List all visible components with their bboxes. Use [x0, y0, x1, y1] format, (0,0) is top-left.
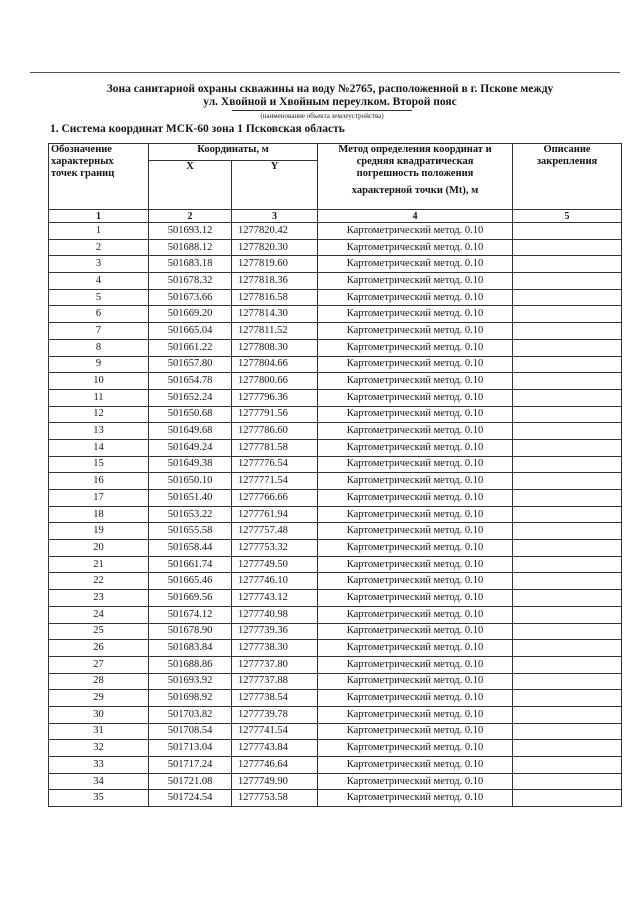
method-cell: Картометрический метод. 0.10 [318, 256, 513, 273]
coord-x: 501661.74 [149, 556, 232, 573]
coord-x: 501703.82 [149, 706, 232, 723]
method-cell: Картометрический метод. 0.10 [318, 673, 513, 690]
method-cell: Картометрический метод. 0.10 [318, 389, 513, 406]
coord-x: 501657.80 [149, 356, 232, 373]
column-numbers-row [49, 210, 622, 223]
table-row [49, 323, 622, 340]
method-cell: Картометрический метод. 0.10 [318, 656, 513, 673]
coord-y: 1277808.30 [232, 339, 318, 356]
coord-y: 1277743.84 [232, 740, 318, 757]
point-number: 9 [49, 356, 149, 373]
coord-x: 501665.04 [149, 323, 232, 340]
description-cell [513, 490, 622, 507]
table-row [49, 773, 622, 790]
coord-y: 1277804.66 [232, 356, 318, 373]
point-number: 29 [49, 690, 149, 707]
point-number: 34 [49, 773, 149, 790]
coord-y: 1277800.66 [232, 373, 318, 390]
header-text: характерных [51, 156, 114, 167]
table-row [49, 490, 622, 507]
point-number: 27 [49, 656, 149, 673]
point-number: 7 [49, 323, 149, 340]
description-cell [513, 339, 622, 356]
coord-x: 501698.92 [149, 690, 232, 707]
coord-x: 501688.12 [149, 239, 232, 256]
coord-x: 501650.68 [149, 406, 232, 423]
coord-y: 1277816.58 [232, 289, 318, 306]
table-row [49, 556, 622, 573]
coord-y: 1277753.32 [232, 540, 318, 557]
coord-x: 501652.24 [149, 389, 232, 406]
header-text: характерной точки (Mt), м [351, 185, 479, 196]
coord-x: 501649.38 [149, 456, 232, 473]
method-cell: Картометрический метод. 0.10 [318, 323, 513, 340]
method-cell: Картометрический метод. 0.10 [318, 339, 513, 356]
method-cell: Картометрический метод. 0.10 [318, 606, 513, 623]
point-number: 1 [49, 223, 149, 240]
point-number: 8 [49, 339, 149, 356]
point-number: 28 [49, 673, 149, 690]
table-row [49, 273, 622, 290]
method-cell: Картометрический метод. 0.10 [318, 306, 513, 323]
coord-y: 1277786.60 [232, 423, 318, 440]
table-body [49, 223, 622, 807]
coord-x: 501658.44 [149, 540, 232, 557]
method-cell: Картометрический метод. 0.10 [318, 640, 513, 657]
description-cell [513, 790, 622, 807]
description-cell [513, 540, 622, 557]
coord-x: 501654.78 [149, 373, 232, 390]
method-cell: Картометрический метод. 0.10 [318, 590, 513, 607]
method-cell: Картометрический метод. 0.10 [318, 223, 513, 240]
coord-x: 501678.32 [149, 273, 232, 290]
point-number: 25 [49, 623, 149, 640]
point-number: 15 [49, 456, 149, 473]
column-number: 4 [318, 210, 513, 223]
coord-x: 501708.54 [149, 723, 232, 740]
header-row [49, 144, 622, 161]
table-row [49, 506, 622, 523]
header-text: средняя квадратическая [356, 156, 474, 167]
coord-x: 501655.58 [149, 523, 232, 540]
point-number: 18 [49, 506, 149, 523]
description-cell [513, 573, 622, 590]
method-cell: Картометрический метод. 0.10 [318, 773, 513, 790]
coord-x: 501683.84 [149, 640, 232, 657]
method-cell: Картометрический метод. 0.10 [318, 373, 513, 390]
description-cell [513, 523, 622, 540]
table-row [49, 623, 622, 640]
description-cell [513, 223, 622, 240]
point-number: 6 [49, 306, 149, 323]
table-row [49, 339, 622, 356]
point-number: 3 [49, 256, 149, 273]
table-row [49, 690, 622, 707]
description-cell [513, 723, 622, 740]
coord-x: 501683.18 [149, 256, 232, 273]
table-row [49, 256, 622, 273]
description-cell [513, 306, 622, 323]
method-cell: Картометрический метод. 0.10 [318, 556, 513, 573]
coord-y: 1277776.54 [232, 456, 318, 473]
header-method [318, 144, 513, 210]
method-cell: Картометрический метод. 0.10 [318, 506, 513, 523]
description-cell [513, 656, 622, 673]
coord-x: 501653.22 [149, 506, 232, 523]
description-cell [513, 273, 622, 290]
method-cell: Картометрический метод. 0.10 [318, 540, 513, 557]
coord-y: 1277746.10 [232, 573, 318, 590]
table-row [49, 590, 622, 607]
point-number: 2 [49, 239, 149, 256]
header-point-designation [49, 144, 149, 210]
method-cell: Картометрический метод. 0.10 [318, 573, 513, 590]
point-number: 17 [49, 490, 149, 507]
method-cell: Картометрический метод. 0.10 [318, 439, 513, 456]
coord-y: 1277739.36 [232, 623, 318, 640]
coord-y: 1277738.54 [232, 690, 318, 707]
method-cell: Картометрический метод. 0.10 [318, 757, 513, 774]
point-number: 22 [49, 573, 149, 590]
section-heading: 1. Система координат МСК-60 зона 1 Псковская область [50, 123, 345, 135]
description-cell [513, 606, 622, 623]
coord-y: 1277811.52 [232, 323, 318, 340]
method-cell: Картометрический метод. 0.10 [318, 706, 513, 723]
description-cell [513, 773, 622, 790]
title-line-2: ул. Хвойной и Хвойным переулком. Второй пояс [203, 96, 457, 108]
coord-x: 501665.46 [149, 573, 232, 590]
method-cell: Картометрический метод. 0.10 [318, 740, 513, 757]
coord-x: 501669.20 [149, 306, 232, 323]
description-cell [513, 356, 622, 373]
method-cell: Картометрический метод. 0.10 [318, 690, 513, 707]
coord-x: 501713.04 [149, 740, 232, 757]
table-row [49, 573, 622, 590]
method-cell: Картометрический метод. 0.10 [318, 239, 513, 256]
table-row [49, 439, 622, 456]
coord-y: 1277753.58 [232, 790, 318, 807]
coord-y: 1277738.30 [232, 640, 318, 657]
description-cell [513, 289, 622, 306]
coord-y: 1277819.60 [232, 256, 318, 273]
description-cell [513, 389, 622, 406]
table-row [49, 289, 622, 306]
column-number: 2 [149, 210, 232, 223]
description-cell [513, 239, 622, 256]
table-row [49, 723, 622, 740]
title-line-1: Зона санитарной охраны скважины на воду №2765, расположенной в г. Пскове между [106, 83, 554, 95]
description-cell [513, 439, 622, 456]
coord-x: 501688.86 [149, 656, 232, 673]
point-number: 12 [49, 406, 149, 423]
coord-y: 1277737.88 [232, 673, 318, 690]
point-number: 5 [49, 289, 149, 306]
coord-y: 1277766.66 [232, 490, 318, 507]
description-cell [513, 590, 622, 607]
table-row [49, 356, 622, 373]
table-row [49, 406, 622, 423]
description-cell [513, 556, 622, 573]
coord-y: 1277749.50 [232, 556, 318, 573]
table-row [49, 656, 622, 673]
coord-x: 501669.56 [149, 590, 232, 607]
method-cell: Картометрический метод. 0.10 [318, 289, 513, 306]
point-number: 24 [49, 606, 149, 623]
coord-x: 501649.24 [149, 439, 232, 456]
column-number: 3 [232, 210, 318, 223]
coord-y: 1277741.54 [232, 723, 318, 740]
point-number: 16 [49, 473, 149, 490]
coord-x: 501649.68 [149, 423, 232, 440]
method-cell: Картометрический метод. 0.10 [318, 790, 513, 807]
coord-y: 1277814.30 [232, 306, 318, 323]
description-cell [513, 673, 622, 690]
coord-x: 501693.12 [149, 223, 232, 240]
description-cell [513, 757, 622, 774]
method-cell: Картометрический метод. 0.10 [318, 273, 513, 290]
header-description [513, 144, 622, 210]
point-number: 14 [49, 439, 149, 456]
header-y: Y [232, 161, 318, 210]
method-cell: Картометрический метод. 0.10 [318, 523, 513, 540]
table-row [49, 706, 622, 723]
column-number: 1 [49, 210, 149, 223]
point-number: 11 [49, 389, 149, 406]
description-cell [513, 423, 622, 440]
coord-y: 1277771.54 [232, 473, 318, 490]
description-cell [513, 640, 622, 657]
column-number: 5 [513, 210, 622, 223]
coord-y: 1277749.90 [232, 773, 318, 790]
method-cell: Картометрический метод. 0.10 [318, 723, 513, 740]
top-rule [30, 72, 620, 73]
coord-x: 501678.90 [149, 623, 232, 640]
method-cell: Картометрический метод. 0.10 [318, 490, 513, 507]
point-number: 32 [49, 740, 149, 757]
table-row [49, 740, 622, 757]
coord-y: 1277757.48 [232, 523, 318, 540]
point-number: 10 [49, 373, 149, 390]
coord-x: 501650.10 [149, 473, 232, 490]
coord-x: 501724.54 [149, 790, 232, 807]
table-row [49, 523, 622, 540]
coord-y: 1277820.42 [232, 223, 318, 240]
table-row [49, 606, 622, 623]
description-cell [513, 623, 622, 640]
table-row [49, 456, 622, 473]
point-number: 26 [49, 640, 149, 657]
description-cell [513, 740, 622, 757]
description-cell [513, 706, 622, 723]
coord-y: 1277781.58 [232, 439, 318, 456]
table-row [49, 373, 622, 390]
point-number: 23 [49, 590, 149, 607]
description-cell [513, 256, 622, 273]
description-cell [513, 373, 622, 390]
header-text: Метод определения координат и [338, 144, 492, 155]
description-cell [513, 506, 622, 523]
point-number: 31 [49, 723, 149, 740]
table-row [49, 239, 622, 256]
header-text: погрешность положения [356, 168, 474, 179]
coord-y: 1277746.64 [232, 757, 318, 774]
point-number: 20 [49, 540, 149, 557]
table-row [49, 389, 622, 406]
coord-y: 1277740.98 [232, 606, 318, 623]
coord-x: 501673.66 [149, 289, 232, 306]
header-text: Обозначение [51, 144, 112, 155]
coord-y: 1277737.80 [232, 656, 318, 673]
coord-y: 1277820.30 [232, 239, 318, 256]
description-cell [513, 406, 622, 423]
method-cell: Картометрический метод. 0.10 [318, 356, 513, 373]
coord-x: 501651.40 [149, 490, 232, 507]
coord-x: 501674.12 [149, 606, 232, 623]
point-number: 35 [49, 790, 149, 807]
description-cell [513, 690, 622, 707]
header-text: закрепления [536, 156, 598, 167]
coord-x: 501721.08 [149, 773, 232, 790]
coord-x: 501693.92 [149, 673, 232, 690]
object-caption: (наименование объекта землеустройства) [232, 110, 412, 120]
table-row [49, 640, 622, 657]
table-row [49, 673, 622, 690]
coordinates-table [48, 143, 622, 807]
table-row [49, 757, 622, 774]
point-number: 4 [49, 273, 149, 290]
table-row [49, 306, 622, 323]
header-x: X [149, 161, 232, 210]
point-number: 13 [49, 423, 149, 440]
point-number: 30 [49, 706, 149, 723]
header-text: точек границ [51, 168, 115, 179]
table-row [49, 540, 622, 557]
document-title [75, 83, 585, 109]
description-cell [513, 323, 622, 340]
header-coordinates: Координаты, м [149, 144, 318, 161]
point-number: 33 [49, 757, 149, 774]
coord-x: 501661.22 [149, 339, 232, 356]
description-cell [513, 473, 622, 490]
method-cell: Картометрический метод. 0.10 [318, 406, 513, 423]
table-row [49, 790, 622, 807]
point-number: 21 [49, 556, 149, 573]
method-cell: Картометрический метод. 0.10 [318, 423, 513, 440]
method-cell: Картометрический метод. 0.10 [318, 623, 513, 640]
method-cell: Картометрический метод. 0.10 [318, 456, 513, 473]
coord-y: 1277818.36 [232, 273, 318, 290]
table-row [49, 473, 622, 490]
coord-y: 1277791.56 [232, 406, 318, 423]
coord-x: 501717.24 [149, 757, 232, 774]
point-number: 19 [49, 523, 149, 540]
coord-y: 1277743.12 [232, 590, 318, 607]
coord-y: 1277796.36 [232, 389, 318, 406]
coord-y: 1277761.94 [232, 506, 318, 523]
header-text: Описание [543, 144, 591, 155]
coord-y: 1277739.78 [232, 706, 318, 723]
table-row [49, 423, 622, 440]
description-cell [513, 456, 622, 473]
table-row [49, 223, 622, 240]
method-cell: Картометрический метод. 0.10 [318, 473, 513, 490]
